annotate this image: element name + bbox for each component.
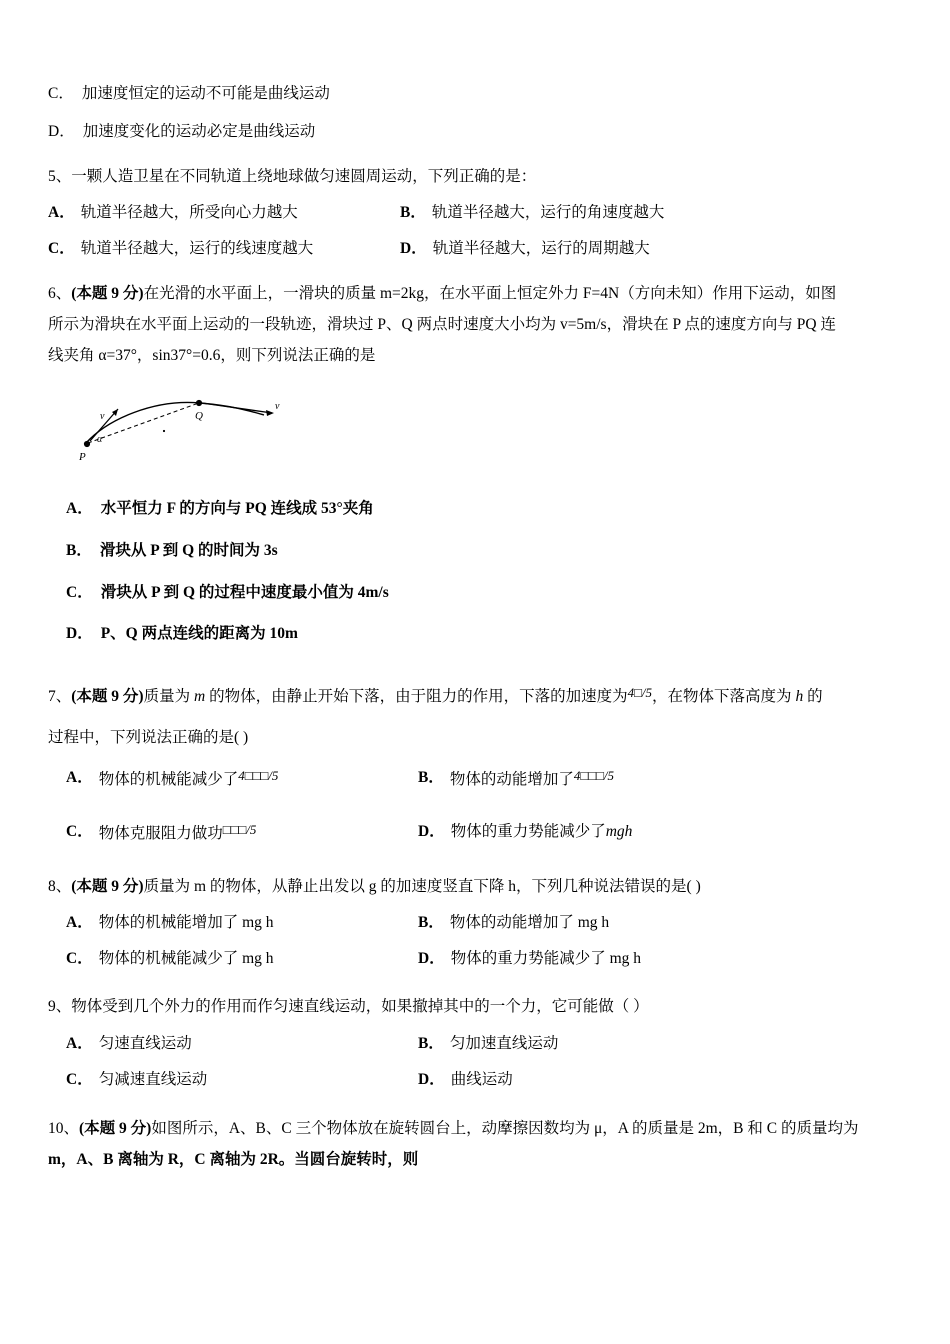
option-text: 加速度变化的运动必定是曲线运动: [82, 122, 316, 140]
option-text: 加速度恒定的运动不可能是曲线运动: [81, 85, 330, 102]
option-label: B．: [418, 1034, 444, 1052]
option-formula: 4□□□/5: [573, 768, 615, 784]
label-p: P: [79, 451, 86, 464]
question-8-options-row-1: [48, 908, 902, 938]
option-d: [400, 234, 902, 264]
option-text: 轨道半径越大，运行的角速度越大: [431, 203, 665, 221]
option-text: 轨道半径越大，运行的周期越大: [432, 239, 650, 257]
question-number: 9、: [48, 998, 72, 1016]
question-text: 一颗人造卫星在不同轨道上绕地球做匀速圆周运动，下列正确的是：: [71, 167, 537, 185]
option-text: 物体的动能增加了 mg h: [449, 913, 610, 931]
option-text: 轨道半径越大，运行的线速度越大: [80, 239, 314, 257]
option-text: [99, 817, 418, 849]
q6-option-a: [48, 493, 902, 525]
question-text-line-2: m，A、B 离轴为 R，C 离轴为 2R。当圆台旋转时，则: [48, 1151, 419, 1168]
option-formula: 4□□□/5: [238, 768, 279, 784]
option-label: C．: [66, 1070, 93, 1088]
option-label: A．: [66, 913, 93, 931]
option-label: A．: [66, 1034, 93, 1052]
question-score: (本题 9 分): [71, 877, 144, 895]
option-text: 匀加速直线运动: [449, 1034, 559, 1052]
q6-option-d: [48, 618, 902, 650]
question-score: (本题 9 分): [79, 1120, 152, 1137]
option-label: C．: [48, 239, 75, 257]
question-text: 物体受到几个外力的作用而作匀速直线运动，如果撤掉其中的一个力，它可能做（ ）: [71, 998, 649, 1016]
option-label: C．: [66, 583, 93, 601]
question-8-stem: [48, 872, 902, 902]
option-text: 滑块从 P 到 Q 的时间为 3s: [99, 541, 278, 559]
arrowhead-q: [266, 410, 274, 416]
question-7-stem: [48, 680, 902, 753]
question-text-line-3: 线夹角 α=37°，sin37°=0.6，则下列说法正确的是: [48, 347, 376, 365]
question-number: 5、: [48, 167, 72, 185]
question-6-figure: [68, 381, 328, 463]
question-text-line-1: 在光滑的水平面上，一滑块的质量 m=2kg，在水平面上恒定外力 F=4N（方向未知）作用下运动，如图: [143, 285, 837, 303]
option-text: 曲线运动: [450, 1070, 513, 1088]
option-b: [418, 908, 902, 938]
option-c: [66, 944, 418, 974]
option-a: [66, 763, 418, 795]
option-text-main: 物体的重力势能减少了: [450, 823, 606, 841]
question-8-options-row-2: [48, 944, 902, 974]
option-formula: mgh: [605, 823, 633, 841]
option-label: C．: [66, 823, 93, 841]
option-text: 匀减速直线运动: [98, 1070, 208, 1088]
option-text-main: 物体的动能增加了: [449, 771, 574, 789]
label-alpha: α: [97, 434, 103, 446]
option-c: [66, 817, 418, 849]
option-label: A．: [66, 769, 93, 787]
question-10-stem: [48, 1113, 902, 1175]
question-number: 6、: [48, 285, 72, 303]
option-text-main: 物体的机械能减少了: [98, 771, 239, 789]
option-label: D．: [418, 950, 445, 968]
option-c: [48, 234, 400, 264]
option-text: 轨道半径越大，所受向心力越大: [80, 203, 298, 221]
list-item: [48, 116, 902, 148]
option-a: [48, 198, 400, 228]
option-text: [99, 763, 418, 795]
option-label: A．: [48, 203, 75, 221]
option-text: 水平恒力 F 的方向与 PQ 连线成 53°夹角: [100, 500, 374, 518]
question-number: 8、: [48, 877, 72, 895]
list-item: [48, 78, 902, 110]
trajectory-diagram: [68, 381, 328, 463]
option-text: 物体的机械能增加了 mg h: [98, 913, 274, 931]
option-text-main: 物体克服阻力做功: [98, 825, 223, 843]
option-label: D．: [66, 625, 93, 643]
reference-dot: [163, 430, 165, 432]
question-9-stem: [48, 992, 902, 1022]
option-label: C．: [66, 950, 93, 968]
question-score: (本题 9 分): [71, 285, 144, 303]
option-a: [66, 1029, 418, 1059]
q7-text-line-2: 过程中，下列说法正确的是( ): [48, 729, 249, 747]
option-a: [66, 908, 418, 938]
q7-symbol-m: m: [193, 688, 206, 706]
option-label: B．: [418, 913, 444, 931]
question-5-options-row-1: [48, 198, 902, 228]
option-text: [451, 817, 902, 849]
question-text-line-2: 所示为滑块在水平面上运动的一段轨迹，滑块过 P、Q 两点时速度大小均为 v=5m/s，滑块在 P 点的速度方向与 PQ 连: [48, 316, 836, 334]
question-6-stem: [48, 278, 902, 371]
option-text: P、Q 两点连线的距离为 10m: [100, 625, 298, 643]
option-d: [418, 944, 902, 974]
q7-formula-acceleration: 4□/5: [627, 685, 653, 701]
q6-option-b: [48, 535, 902, 567]
question-5-options-row-2: [48, 234, 902, 264]
question-5-stem: [48, 162, 902, 192]
q7-text-pre: 质量为: [143, 688, 194, 706]
option-d: [418, 1065, 902, 1095]
question-7-options-row-2: [48, 817, 902, 849]
velocity-vector-q: [202, 403, 272, 413]
option-text: 匀速直线运动: [98, 1034, 192, 1052]
option-text: 物体的机械能减少了 mg h: [98, 950, 274, 968]
question-number: 10、: [48, 1120, 80, 1137]
option-text: 滑块从 P 到 Q 的过程中速度最小值为 4m/s: [100, 583, 389, 601]
option-label: B．: [66, 541, 92, 559]
label-v-p: v: [100, 411, 105, 423]
option-label: D．: [418, 1070, 445, 1088]
option-label: D．: [48, 122, 75, 140]
question-text: 质量为 m 的物体，从静止出发以 g 的加速度竖直下降 h，下列几种说法错误的是( ): [143, 877, 701, 895]
option-d: [418, 817, 902, 849]
option-label: D．: [418, 823, 445, 841]
question-7-options-row-1: [48, 763, 902, 795]
option-label: B．: [400, 203, 426, 221]
question-9-options-row-1: [48, 1029, 902, 1059]
option-b: [418, 1029, 902, 1059]
option-b: [400, 198, 902, 228]
option-label: B．: [418, 769, 444, 787]
option-formula: □□□/5: [222, 822, 257, 838]
q7-text-end: 的: [803, 688, 823, 706]
option-label: C．: [48, 85, 74, 102]
option-text: [450, 763, 902, 795]
question-9-options-row-2: [48, 1065, 902, 1095]
question-score: (本题 9 分): [71, 688, 144, 706]
label-q: Q: [195, 410, 203, 423]
option-label: D．: [400, 239, 427, 257]
label-v-q: v: [275, 401, 280, 413]
question-text-line-1: 如图所示，A、B、C 三个物体放在旋转圆台上，动摩擦因数均为 μ，A 的质量是 2m，B 和 C 的质量均为: [151, 1120, 859, 1137]
q7-text-post: ，在物体下落高度为: [652, 688, 796, 706]
point-p-dot: [84, 441, 90, 447]
question-number: 7、: [48, 688, 72, 706]
point-q-dot: [196, 400, 202, 406]
option-label: A．: [66, 500, 93, 518]
option-b: [418, 763, 902, 795]
option-c: [66, 1065, 418, 1095]
q7-symbol-h: h: [795, 688, 804, 706]
q6-option-c: [48, 577, 902, 609]
option-text: 物体的重力势能减少了 mg h: [450, 950, 642, 968]
q7-text-mid: 的物体，由静止开始下落，由于阻力的作用，下落的加速度为: [205, 688, 628, 706]
